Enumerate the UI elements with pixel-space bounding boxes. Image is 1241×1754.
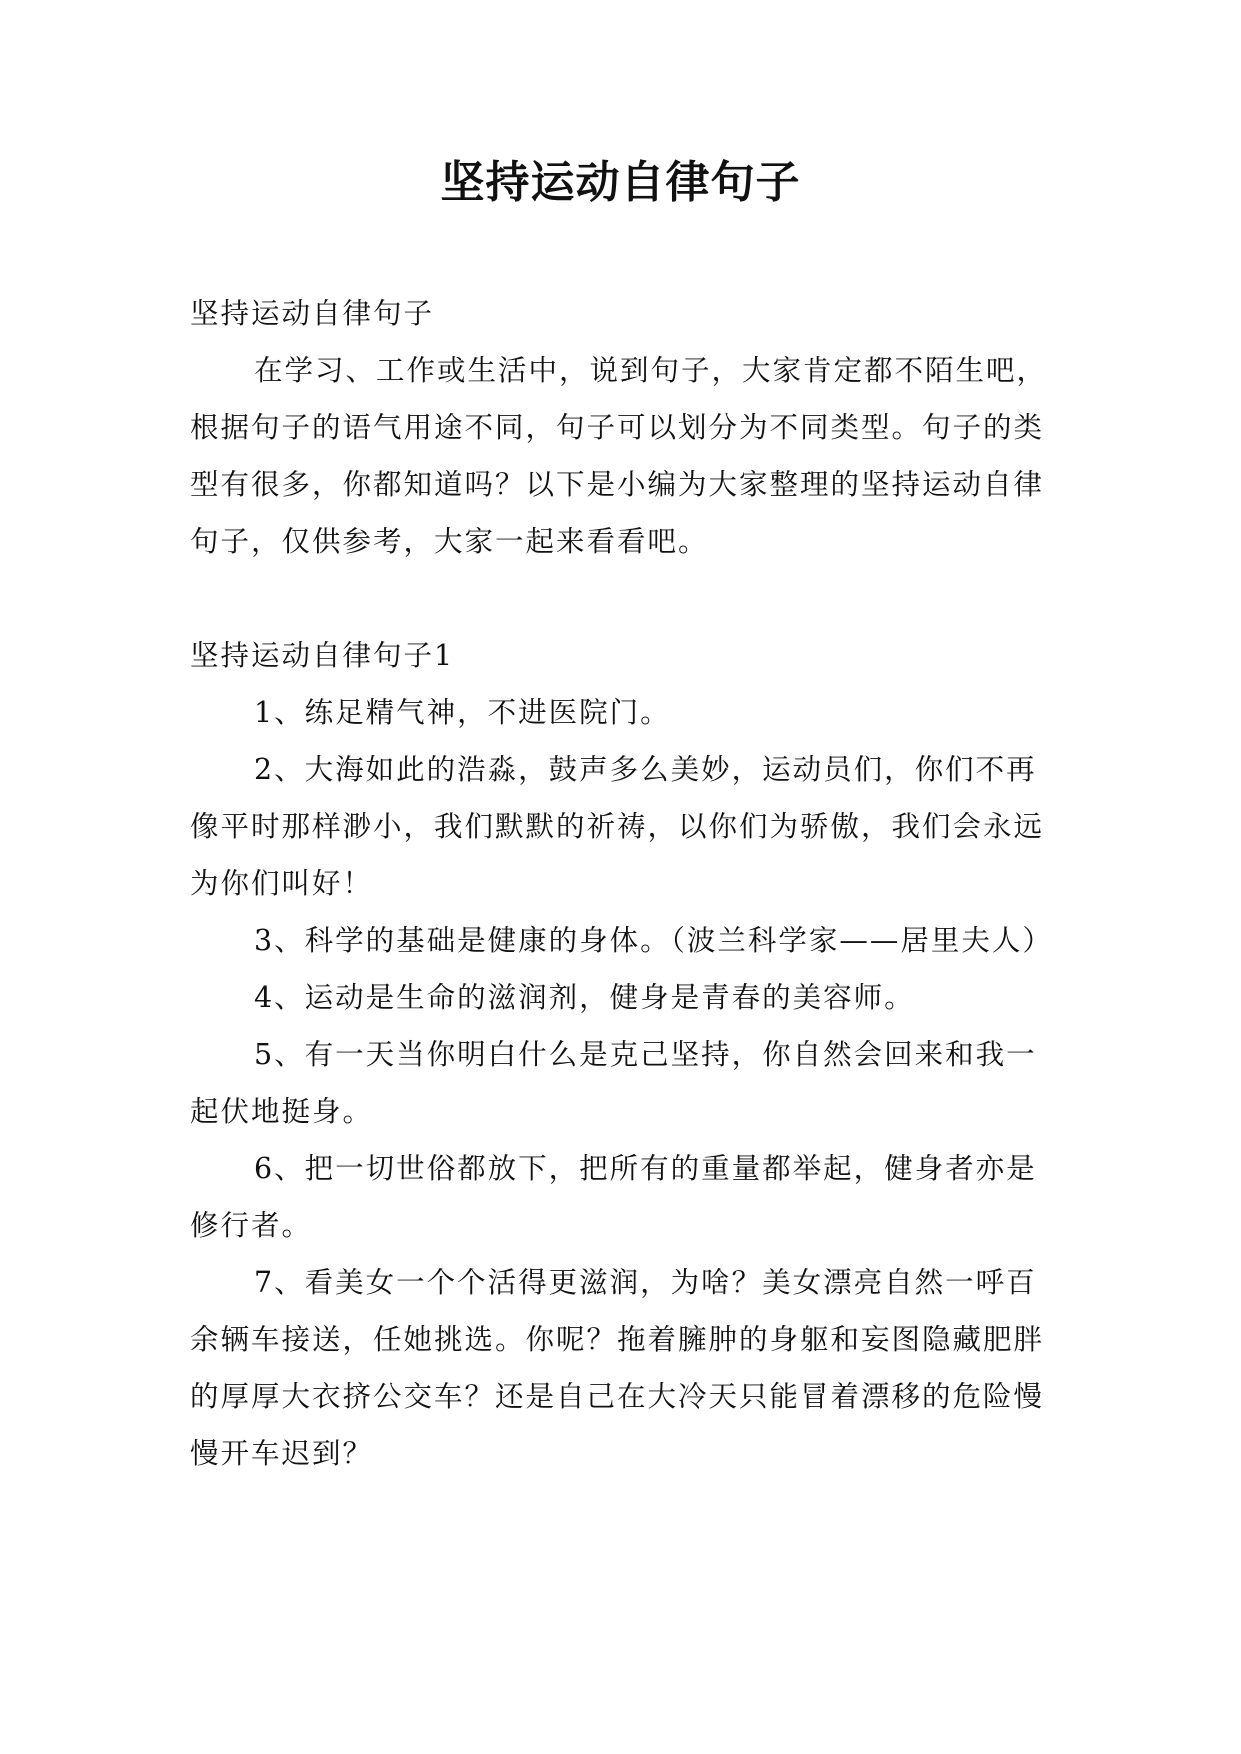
sentence-item-1: 1、练足精气神，不进医院门。 bbox=[254, 696, 671, 729]
section-heading: 坚持运动自律句子1 bbox=[190, 639, 455, 672]
sentence-item-7: 7、看美女一个个活得更滋润，为啥？美女漂亮自然一呼百余辆车接送，任她挑选。你呢？拖着臃肿的身躯和妄图隐藏肥胖的厚厚大衣挤公交车？还是自己在大冷天只能冒着漂移的危险慢慢开车迟到？ bbox=[190, 1266, 1045, 1470]
intro-paragraph: 在学习、工作或生活中，说到句子，大家肯定都不陌生吧，根据句子的语气用途不同，句子可以划分为不同类型。句子的类型有很多，你都知道吗？以下是小编为大家整理的坚持运动自律句子，仅供参考，大家一起来看看吧。 bbox=[190, 354, 1048, 558]
document-body bbox=[190, 285, 1056, 1482]
sentence-item-3: 3、科学的基础是健康的身体。（波兰科学家——居里夫人） bbox=[254, 924, 1053, 957]
sentence-item-6: 6、把一切世俗都放下，把所有的重量都举起，健身者亦是修行者。 bbox=[190, 1152, 1037, 1242]
sentence-item-2: 2、大海如此的浩淼，鼓声多么美妙，运动员们，你们不再像平时那样渺小，我们默默的祈祷，以你们为骄傲，我们会永远为你们叫好！ bbox=[190, 753, 1045, 900]
paragraph-spacer bbox=[190, 570, 1056, 627]
sentence-item-4: 4、运动是生命的滋润剂，健身是青春的美容师。 bbox=[254, 981, 915, 1014]
document-title: 坚持运动自律句子 bbox=[440, 157, 801, 208]
sentence-item-5: 5、有一天当你明白什么是克己坚持，你自然会回来和我一起伏地挺身。 bbox=[190, 1038, 1037, 1128]
document-subtitle: 坚持运动自律句子 bbox=[190, 297, 435, 330]
